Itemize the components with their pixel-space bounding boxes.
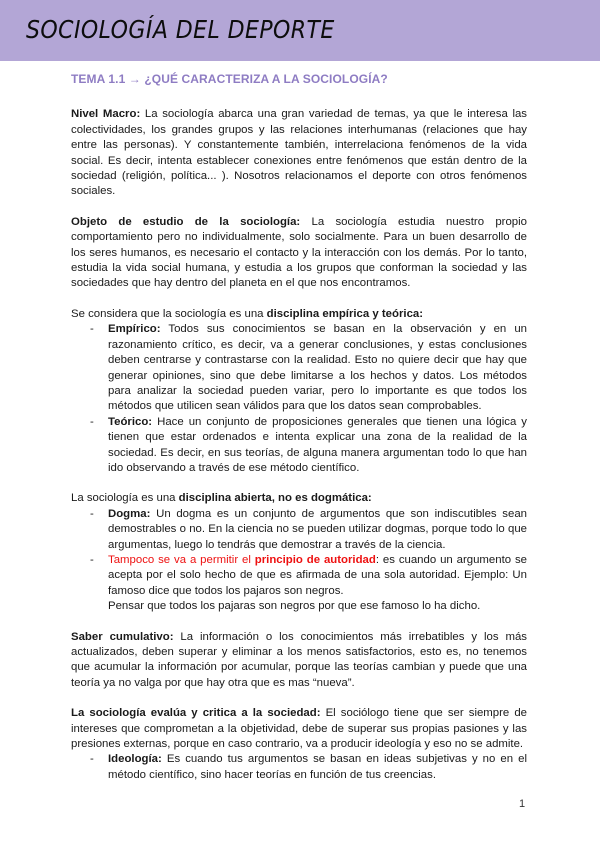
page-number: 1 bbox=[519, 798, 526, 810]
list-item: - Teórico: Hace un conjunto de proposiciones generales que tienen una lógica y tienen que estar ordenados e intenta explicar una zona de la realidad de la sociedad. Es decir, en sus teorías, de alguna manera argumentan todo lo que han ido observando a través de ese método científico. bbox=[90, 415, 527, 474]
term-label: Objeto de estudio de la sociología: bbox=[71, 215, 301, 228]
list-abierta bbox=[71, 507, 527, 615]
bullet-dash: - bbox=[90, 323, 94, 336]
bullet-dash: - bbox=[90, 753, 94, 766]
list-empirica bbox=[71, 322, 527, 476]
bullet-dash: - bbox=[90, 507, 94, 520]
bullet-dash: - bbox=[90, 415, 94, 428]
paragraph-empirica-intro: Se considera que la sociología es una disciplina empírica y teórica: bbox=[71, 307, 424, 320]
term-label: Saber cumulativo: bbox=[71, 630, 174, 643]
list-item: - Empírico: Todos sus conocimientos se basan en la observación y en un razonamiento crítico, es decir, va a generar conclusiones, y estas conclusiones deben centrarse y contrastarse con la realidad. Esto no quiere decir que hay que generar opiniones, sino que debe limitarse a los hechos y datos. Los métodos para analizar la sociedad pueden variar, pero lo importante es que todos los métodos que utilicen sean válidos para que los datos sean comprobables. bbox=[90, 323, 527, 413]
list-item: - Ideología: Es cuando tus argumentos se basan en ideas subjetivas y no en el método científico, sino hacer teorías en función de tus creencias. bbox=[90, 753, 527, 781]
list-evalua bbox=[71, 752, 527, 783]
highlighted-term: principio de autoridad bbox=[254, 553, 376, 566]
paragraph-saber-cumulativo: Saber cumulativo: La información o los conocimientos más irrebatibles y los más actualizados, deben superar y eliminar a los menos satisfactorios, esto es, no tenemos que acumular la información por acumular, porque las teorías cambian y puede que una teoría ya no valga por que hay otra que es mas “nueva”. bbox=[71, 630, 527, 689]
paragraph-abierta-intro: La sociología es una disciplina abierta, no es dogmática: bbox=[71, 492, 372, 505]
header-band bbox=[0, 0, 600, 61]
paragraph-objeto-estudio: Objeto de estudio de la sociología: La sociología estudia nuestro propio comportamiento pero no individualmente, solo socialmente. Para un buen desarrollo de los seres humanos, es necesario el contacto y la interacción con los demás. Por lo tanto, estudia la vida social humana, y estudia a los grupos que conforman la sociedad y las sociedades que hay dentro del planeta en el que nos encontramos. bbox=[71, 215, 527, 290]
document-body bbox=[71, 72, 527, 798]
list-item: - Dogma: Un dogma es un conjunto de argumentos que son indiscutibles sean demostrables o no. En la ciencia no se pueden utilizar dogmas, porque todo lo que argumentas, luego lo tendrás que demostrar a través de la ciencia. bbox=[90, 507, 527, 551]
term-label: La sociología evalúa y critica a la sociedad: bbox=[71, 707, 321, 720]
list-item: - Tampoco se va a permitir el principio de autoridad: es cuando un argumento se acepta por el solo hecho de que es afirmada de una sola autoridad. Ejemplo: Un famoso dice que todos los pajaros son negros. Pensar que todos los pajaras son negros por que ese famoso lo ha dicho. bbox=[71, 553, 527, 615]
continuation-line: Pensar que todos los pajaras son negros por que ese famoso lo ha dicho. bbox=[108, 600, 481, 613]
paragraph-evalua: La sociología evalúa y critica a la sociedad: El sociólogo tiene que ser siempre de intereses que comprometan a la objetividad, debe de superar sus propias pasiones y las presiones externas, porque en caso contrario, va a producir ideología y eso no se admite. bbox=[71, 707, 528, 751]
term-label: Nivel Macro: bbox=[71, 108, 141, 121]
bullet-dash: - bbox=[90, 553, 94, 566]
document-title: SOCIOLOGÍA DEL DEPORTE bbox=[26, 15, 335, 44]
paragraph-nivel-macro: Nivel Macro: La sociología abarca una gran variedad de temas, ya que le interesa las colectividades, los grandes grupos y las relaciones interhumanas (relaciones que hay entre las personas). Y constantemente también, interrelaciona fenómenos de la vida social. Es decir, intenta establecer conexiones entre fenómenos que están dentro de la sociedad (religión, política... ). Nosotros relacionamos el deporte con otros fenómenos sociales. bbox=[71, 108, 527, 198]
section-title: TEMA 1.1 → ¿QUÉ CARACTERIZA A LA SOCIOLOGÍA? bbox=[71, 72, 388, 86]
highlighted-text: Tampoco se va a permitir el bbox=[108, 553, 255, 566]
